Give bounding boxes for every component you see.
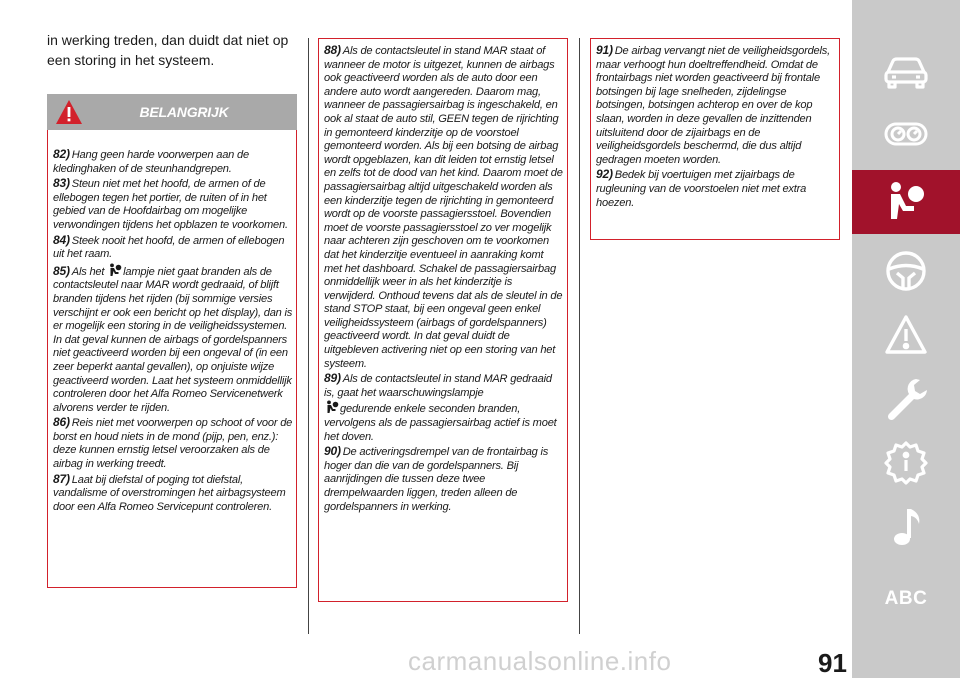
nav-maintenance[interactable] (852, 367, 960, 429)
nav-safety[interactable] (852, 170, 960, 234)
nav-emergency[interactable] (852, 304, 960, 366)
note-text: Steek nooit het hoofd, de armen of ellebogen uit het raam. (53, 234, 285, 261)
settings-gear-icon (883, 440, 929, 486)
note-87 (53, 473, 293, 515)
note-text: Als de contactsleutel in stand MAR staat of wanneer de motor is uitgezet, kunnen de airbags ook geactiveerd worden als de auto door een andere auto wordt aangereden. Daarom mag, wanneer de passagiersairbag is ingeschakeld, en ook al staat de auto stil, GEEN tegen de rijrichting in gemonteerd kinderzitje op de voorstoel gemonteerd worden. Als bij een botsing de airbag wordt opgeblazen, kan dit leiden tot ernstig letsel en zelfs tot de dood van het kind. Daarom moet de passagiersairbag altijd uitgeschakeld worden als een kinderzitje tegen de rijrichting in gemonteerd wordt op de voorste passagiersstoel. Bovendien moet de voorste passagiersstoel zo ver mogelijk naar achteren zijn geschoven om te voorkomen dat het kinderzitje eventueel in aanraking komt met het dashboard. Schakel de passagiersairbag onmiddellijk weer in als het kinderzitje is verwijderd. Onthoud tevens dat als de sleutel in de stand STOP staat, bij een ongeval geen enkel veiligheidssysteem (airbags of gordelspanners) geactiveerd wordt. In dat geval duidt de uitgebleven activering niet op een storing van het systeem. (324, 45, 563, 370)
watermark: carmanualsonline.info (408, 646, 672, 676)
nav-multimedia[interactable] (852, 496, 960, 558)
wrench-icon (883, 375, 929, 421)
note-number: 82) (53, 147, 70, 161)
note-86 (53, 416, 293, 471)
note-number: 88) (324, 43, 341, 57)
car-icon (883, 48, 929, 94)
notes-box-2 (318, 38, 568, 602)
note-number: 92) (596, 167, 613, 182)
note-number: 87) (53, 471, 70, 486)
note-number: 86) (53, 415, 70, 430)
note-text: Steun niet met het hoofd, de armen of de ellebogen tegen het portier, de ruiten of in het gebied van de Hoofdairbag om mogelijke verwondingen tijdens het opblazen te voorkomen. (53, 178, 288, 231)
nav-index[interactable] (852, 568, 960, 630)
warning-header (47, 94, 297, 130)
note-number: 84) (53, 232, 70, 247)
note-text: De activeringsdrempel van de frontairbag is hoger dan die van de gordelspanners. Bij aanrijdingen die tussen deze twee drempelwaarden liggen, treden alleen de gordelspanners in werking. (324, 446, 549, 513)
note-number: 83) (53, 176, 70, 191)
note-85 (53, 263, 293, 416)
note-text: Bedek bij voertuigen met zijairbags de rugleuning van de voorstoelen niet met extra hoezen. (596, 169, 807, 209)
note-number: 90) (324, 444, 341, 459)
music-note-icon (883, 504, 929, 550)
note-text: gedurende enkele seconden branden, vervolgens als de passagiersairbag actief is moet het doven. (324, 403, 557, 443)
notes-box-3 (590, 38, 840, 240)
intro-paragraph: in werking treden, dan duidt dat niet op een storing in het systeem. (47, 32, 289, 68)
note-text: lampje niet gaat branden als de contactsleutel naar MAR wordt gedraaid, of blijft branden tijdens het rijden (bij sommige versies verschijnt er ook een bericht op het display), dan is er mogelijk een storing in de veiligheidssystemen. In dat geval kunnen de airbags of gordelspanners niet geactiveerd worden bij een ongeval of (in een zeer beperkt aantal gevallen), op onjuiste wijze geactiveerd worden. Laat het systeem onmiddellijk controleren door het Alfa Romeo Servicenetwerk alvorens verder te rijden. (53, 265, 293, 414)
page-number: 91 (818, 648, 847, 678)
note-83 (53, 177, 293, 232)
nav-starting-driving[interactable] (852, 240, 960, 302)
note-92 (596, 168, 836, 210)
nav-technical-data[interactable] (852, 432, 960, 494)
note-text: Als het (71, 265, 105, 278)
abc-index-label: ABC (884, 588, 928, 609)
note-number: 91) (596, 43, 613, 57)
steering-wheel-icon (883, 248, 929, 294)
notes-box-1 (47, 130, 297, 588)
warning-triangle-icon (883, 312, 929, 358)
note-82 (53, 148, 293, 176)
warning-title: BELANGRIJK (139, 104, 229, 120)
note-text: Als de contactsleutel in stand MAR gedraaid is, gaat het waarschuwingslampje (324, 373, 552, 399)
note-88 (324, 44, 564, 371)
nav-vehicle[interactable] (852, 40, 960, 102)
note-90 (324, 445, 564, 514)
nav-dashboard[interactable] (852, 103, 960, 165)
note-89 (324, 372, 564, 444)
note-text: Reis niet met voorwerpen op schoot of voor de borst en houd niets in de mond (pijp, pen, enz.): deze kunnen ernstig letsel veroorzaken als de airbag in werking treedt. (53, 417, 293, 471)
note-text: De airbag vervangt niet de veiligheidsgordels, maar verhoogt hun doeltreffendheid. Omdat de frontairbags niet worden geactiveerd bij frontale botsingen bij lage snelheden, zijdelingse botsingen, botsingen achterop en over de kop slaan, worden in deze gevallen de inzittenden uitsluitend door de zijairbags en de veiligheidsgordels beschermd, die dus altijd gedragen moeten worden. (596, 45, 831, 166)
airbag-warning-light-icon (108, 263, 122, 277)
note-91 (596, 44, 836, 167)
note-text: Laat bij diefstal of poging tot diefstal, vandalisme of overstromingen het airbagsysteem door een Alfa Romeo Servicepunt controleren. (53, 473, 286, 513)
note-text: Hang geen harde voorwerpen aan de kledinghaken of de steunhandgrepen. (53, 149, 249, 175)
note-number: 85) (53, 263, 70, 278)
column-divider (579, 38, 580, 634)
note-84 (53, 234, 293, 262)
airbag-person-icon (883, 179, 929, 225)
column-divider (308, 38, 309, 634)
passenger-airbag-light-icon (325, 400, 339, 414)
dashboard-icon (883, 111, 929, 157)
note-number: 89) (324, 371, 341, 386)
chapter-sidebar (852, 0, 960, 678)
